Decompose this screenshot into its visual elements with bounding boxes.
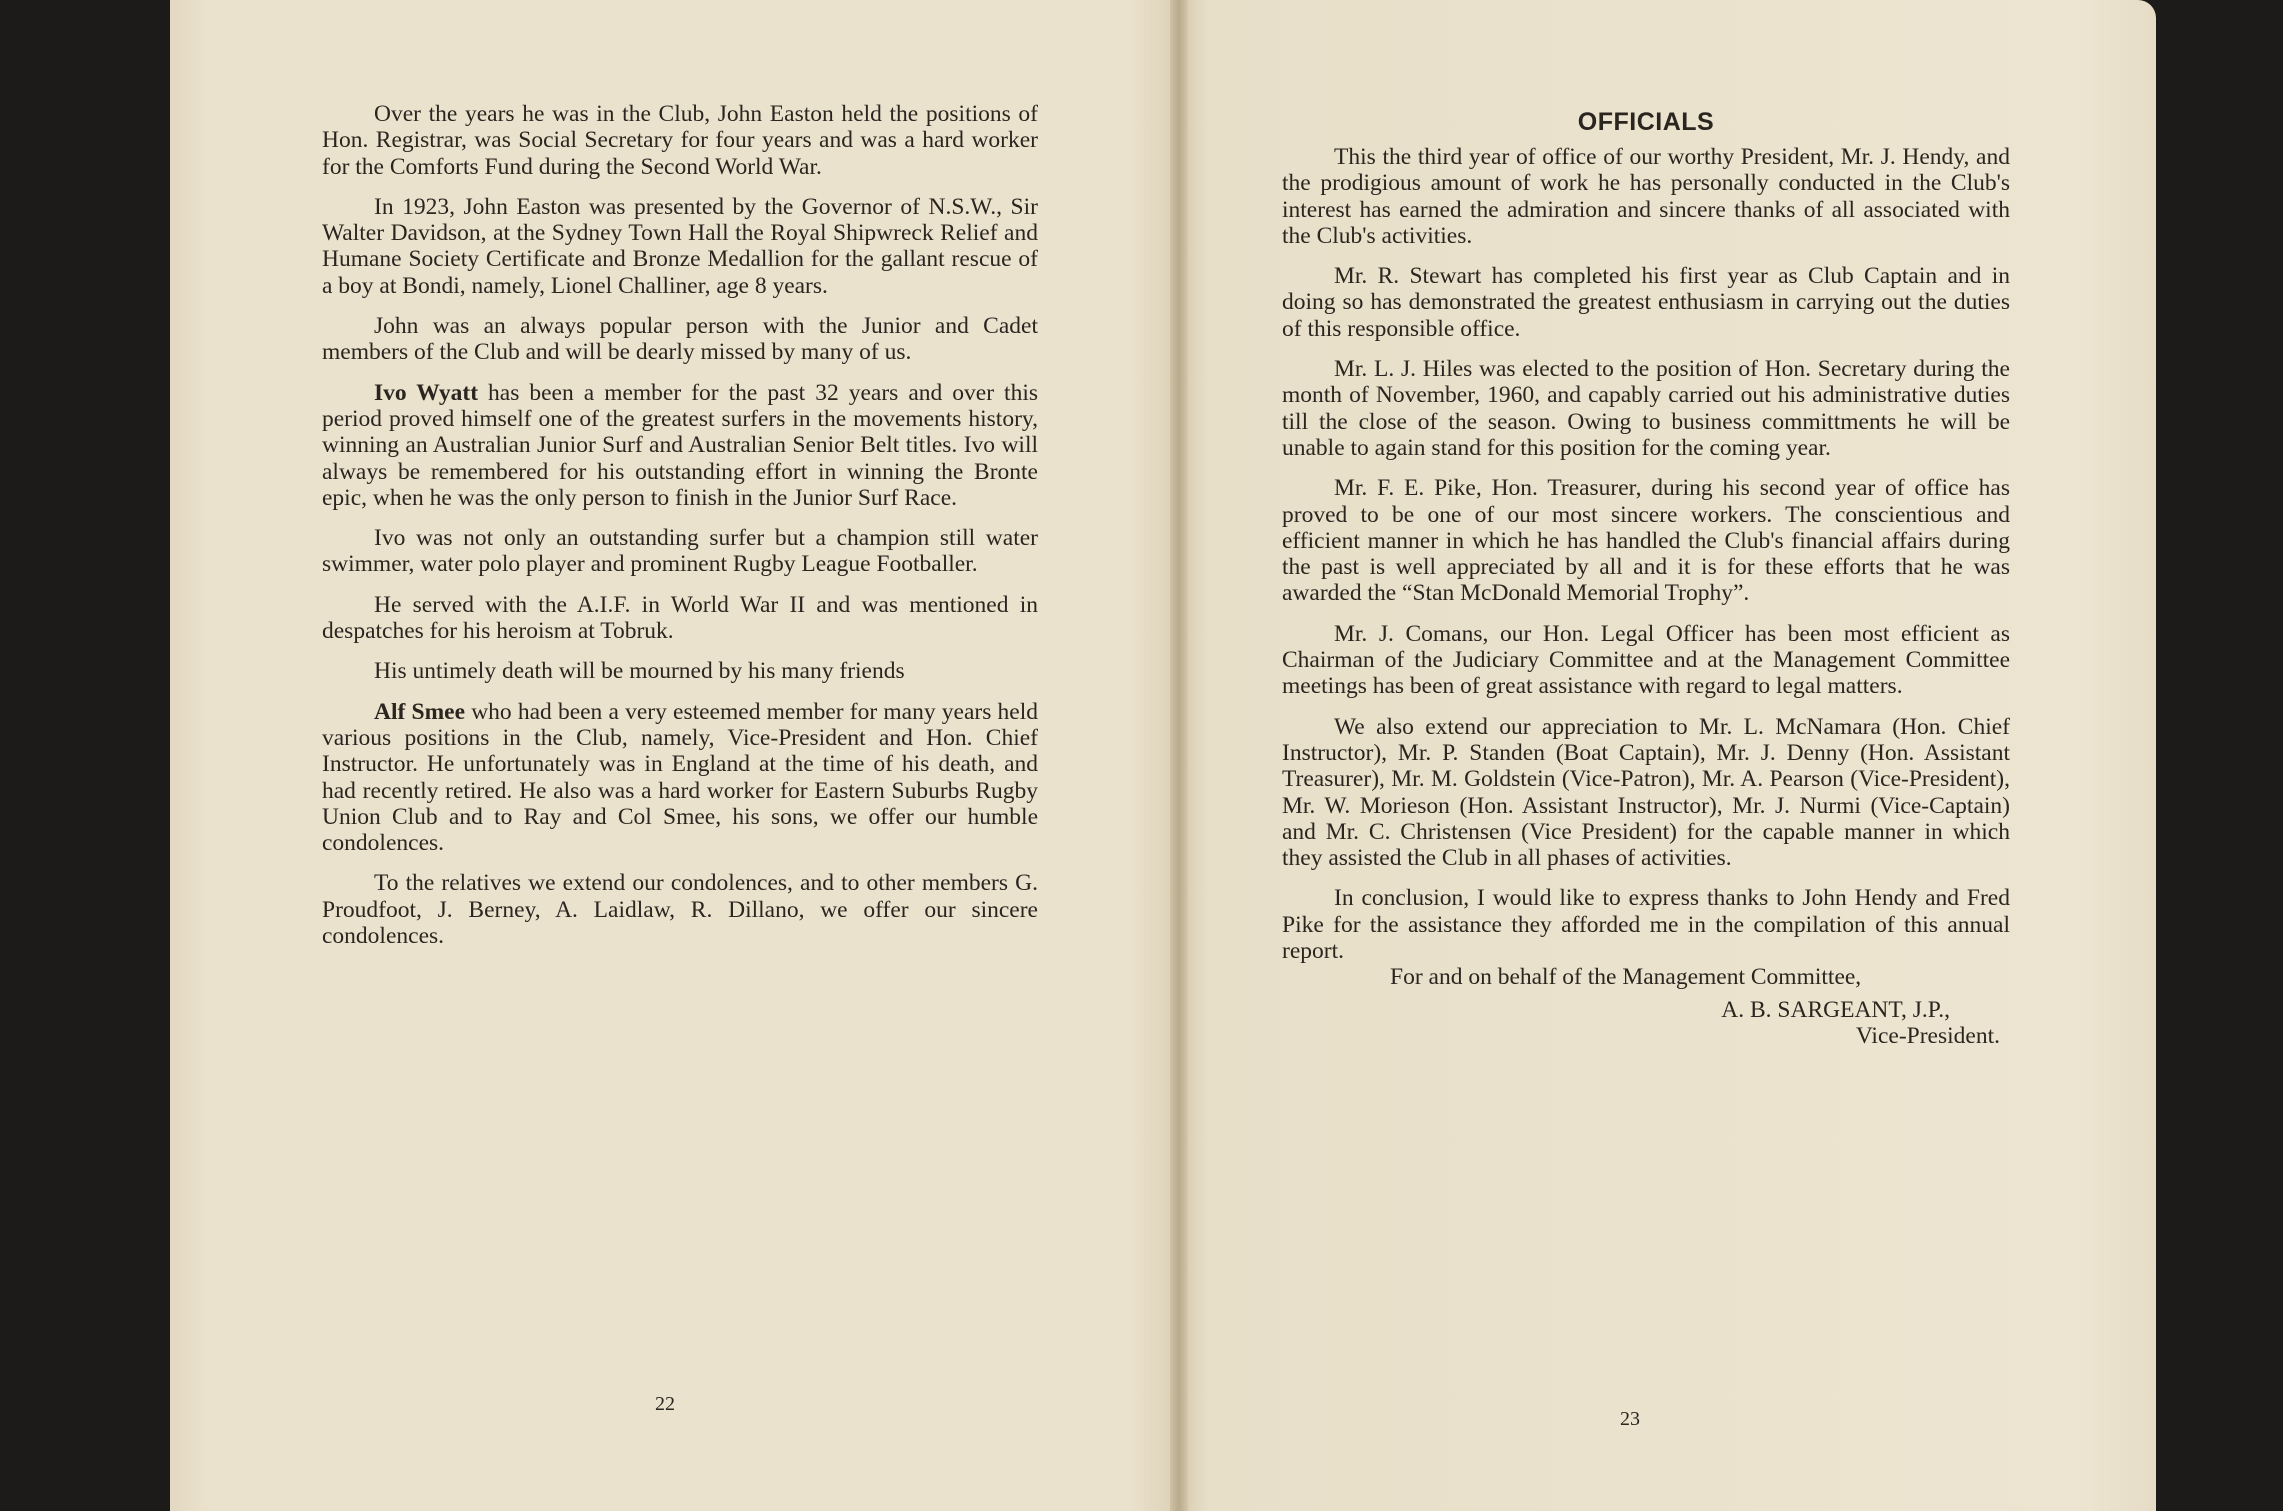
paragraph: Ivo Wyatt has been a member for the past 32 years and over this period proved himself one of the greatest surfers in the movements history, winning an Australian Junior Surf and Australian Senior Belt titles. Ivo will always be remembered for his outstanding effort in winning the Bronte epic, when he was the only person to finish in the Junior Surf Race. xyxy=(322,379,1038,511)
paragraph: We also extend our appreciation to Mr. L. McNamara (Hon. Chief Instructor), Mr. P. Standen (Boat Captain), Mr. J. Denny (Hon. Assistant Treasurer), Mr. M. Goldstein (Vice-Patron), Mr. A. Pearson (Vice-President), Mr. W. Morieson (Hon. Assistant Instructor), Mr. J. Nurmi (Vice-Captain) and Mr. C. Christensen (Vice President) for the capable manner in which they assisted the Club in all phases of activities. xyxy=(1282,713,2010,872)
left-page-text xyxy=(322,101,1038,963)
paragraph: To the relatives we extend our condolences, and to other members G. Proudfoot, J. Berney, A. Laidlaw, R. Dillano, we offer our sincere condolences. xyxy=(322,870,1038,950)
member-name: Alf Smee xyxy=(374,698,466,725)
page-number-right: 23 xyxy=(1620,1408,1640,1430)
paragraph: In conclusion, I would like to express thanks to John Hendy and Fred Pike for the assistance they afforded me in the compilation of this annual report. xyxy=(1282,885,2010,965)
paragraph: Ivo was not only an outstanding surfer but a champion still water swimmer, water polo player and prominent Rugby League Footballer. xyxy=(322,525,1038,578)
paragraph: Mr. R. Stewart has completed his first year as Club Captain and in doing so has demonstrated the greatest enthusiasm in carrying out the duties of this responsible office. xyxy=(1282,263,2010,342)
right-page-text xyxy=(1282,144,2010,1049)
paragraph: Mr. L. J. Hiles was elected to the position of Hon. Secretary during the month of November, 1960, and capably carried out his administrative duties till the close of the season. Owing to business committments he will be unable to again stand for this position for the coming year. xyxy=(1282,356,2010,461)
paragraph: In 1923, John Easton was presented by the Governor of N.S.W., Sir Walter Davidson, at the Sydney Town Hall the Royal Shipwreck Relief and Humane Society Certificate and Bronze Medallion for the gallant rescue of a boy at Bondi, namely, Lionel Challiner, age 8 years. xyxy=(322,193,1038,299)
page-number-left: 22 xyxy=(655,1393,675,1415)
paragraph: Over the years he was in the Club, John Easton held the positions of Hon. Registrar, was Social Secretary for four years and was a hard worker for the Comforts Fund during the Second World War. xyxy=(322,101,1038,180)
paragraph: Mr. J. Comans, our Hon. Legal Officer has been most efficient as Chairman of the Judiciary Committee and at the Management Committee meetings has been of great assistance with regard to legal matters. xyxy=(1282,620,2010,700)
section-heading: OFFICIALS xyxy=(1577,108,1715,136)
paragraph: He served with the A.I.F. in World War II and was mentioned in despatches for his heroism at Tobruk. xyxy=(322,591,1038,645)
signatory-name: A. B. SARGEANT, J.P., xyxy=(1721,996,1950,1023)
member-name: Ivo Wyatt xyxy=(374,379,479,406)
paragraph: John was an always popular person with the Junior and Cadet members of the Club and will be dearly missed by many of us. xyxy=(322,313,1038,366)
signatory-title: Vice-President. xyxy=(1855,1022,2000,1049)
paragraph: Mr. F. E. Pike, Hon. Treasurer, during his second year of office has proved to be one of our most sincere workers. The conscientious and efficient manner in which he has handled the Club's financial affairs during the past is well appreciated by all and it is for these efforts that he was awarded the “Stan McDonald Memorial Trophy”. xyxy=(1282,475,2010,607)
paragraph: His untimely death will be mourned by his many friends xyxy=(374,658,905,685)
signoff-line: For and on behalf of the Management Committee, xyxy=(1390,964,1862,991)
paragraph: Alf Smee who had been a very esteemed member for many years held various positions in the Club, namely, Vice-President and Hon. Chief Instructor. He unfortunately was in England at the time of his death, and had recently retired. He also was a hard worker for Eastern Suburbs Rugby Union Club and to Ray and Col Smee, his sons, we offer our humble condolences. xyxy=(322,698,1038,857)
book-gutter xyxy=(1170,0,1188,1511)
paragraph: This the third year of office of our worthy President, Mr. J. Hendy, and the prodigious amount of work he has personally conducted in the Club's interest has earned the admiration and sincere thanks of all associated with the Club's activities. xyxy=(1282,144,2010,249)
